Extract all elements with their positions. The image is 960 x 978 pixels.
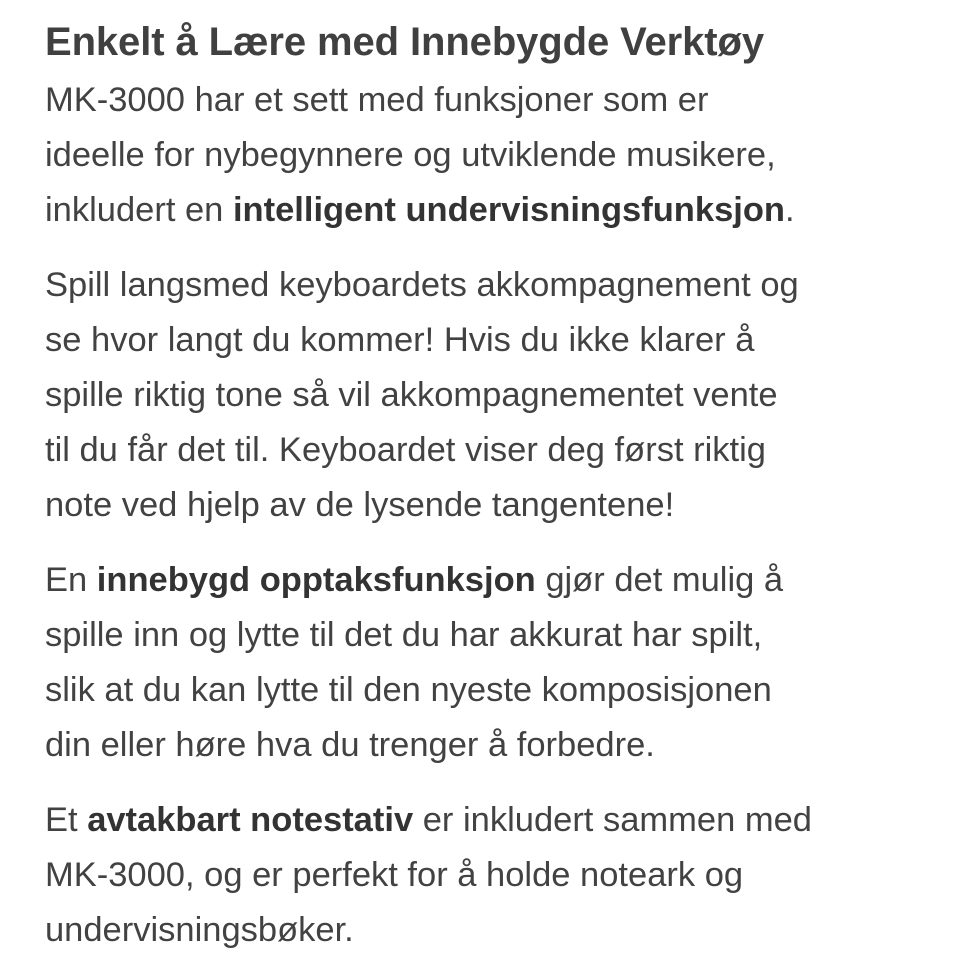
text-line [45,478,945,533]
paragraph [45,793,945,958]
article-heading: Enkelt å Lære med Innebygde Verktøy [45,20,764,64]
text-line [45,793,945,848]
text-segment: ideelle for nybegynnere og utviklende musikere, [45,136,776,174]
text-line [45,903,945,958]
text-line [45,423,945,478]
text-segment: note ved hjelp av de lysende tangentene! [45,486,675,524]
text-line [45,128,945,183]
text-segment: til du får det til. Keyboardet viser deg først riktig [45,431,766,469]
text-segment: Spill langsmed keyboardets akkompagnement og [45,266,799,304]
text-line [45,553,945,608]
text-segment: se hvor langt du kommer! Hvis du ikke klarer å [45,321,755,359]
text-line [45,368,945,423]
emphasized-text: avtakbart notestativ [87,801,414,839]
text-line [45,313,945,368]
article-body [45,73,945,958]
text-segment: slik at du kan lytte til den nyeste komposisjonen [45,671,772,709]
text-segment: En [45,561,97,599]
paragraph [45,553,945,773]
text-line [45,608,945,663]
text-line [45,258,945,313]
text-line [45,718,945,773]
text-line [45,73,945,128]
text-segment: er inkludert sammen med [413,801,812,839]
text-segment: inkludert en [45,191,233,229]
text-segment: spille riktig tone så vil akkompagnementet vente [45,376,778,414]
text-segment: MK-3000 har et sett med funksjoner som er [45,81,709,119]
text-segment: Et [45,801,88,839]
text-segment: spille inn og lytte til det du har akkurat har spilt, [45,616,763,654]
text-line [45,848,945,903]
text-segment: undervisningsbøker. [45,911,354,949]
text-segment: . [785,191,795,229]
text-segment: gjør det mulig å [535,561,784,599]
text-segment: MK-3000, og er perfekt for å holde noteark og [45,856,744,894]
text-line [45,183,945,238]
text-line [45,663,945,718]
text-segment: din eller høre hva du trenger å forbedre. [45,726,655,764]
emphasized-text: innebygd opptaksfunksjon [96,561,536,599]
emphasized-text: intelligent undervisningsfunksjon [232,191,785,229]
paragraph [45,73,945,238]
paragraph [45,258,945,533]
article [45,14,945,978]
